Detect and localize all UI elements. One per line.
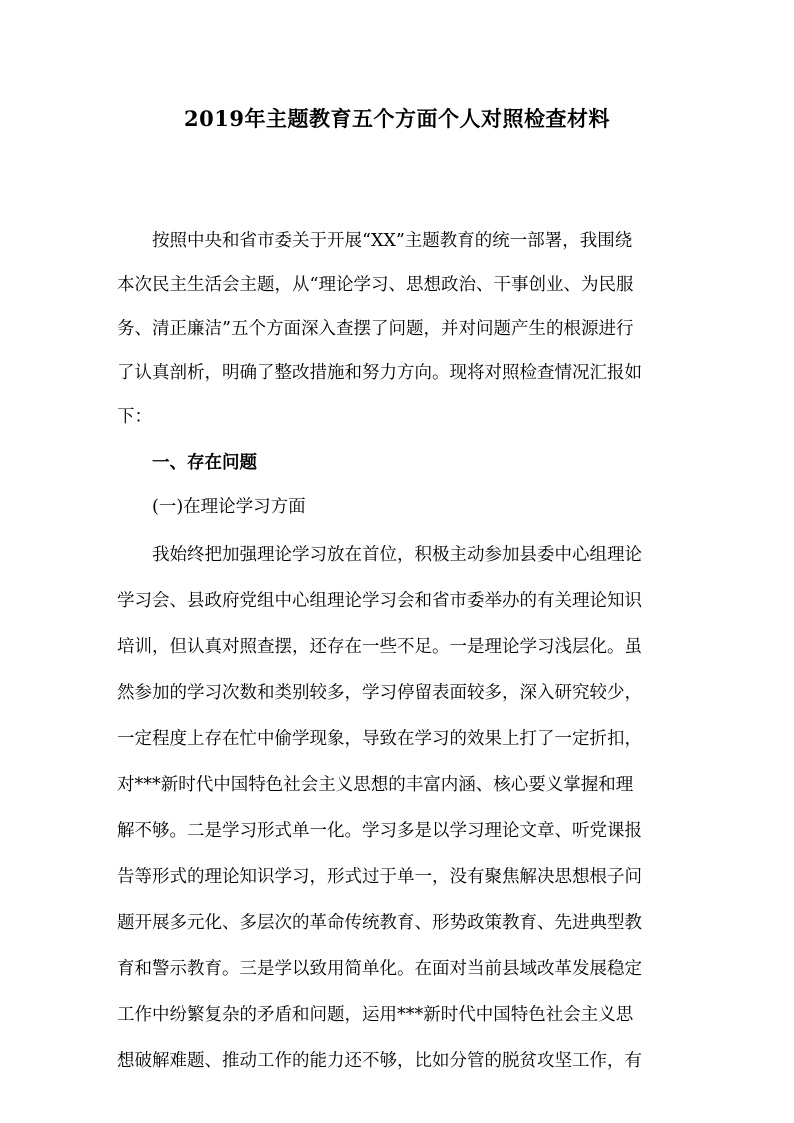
subsection-heading: (一)在理论学习方面 — [152, 497, 306, 517]
body-line-6: 对***新时代中国特色社会主义思想的丰富内涵、核心要义掌握和理 — [117, 775, 634, 795]
body-line-12: 想破解难题、推动工作的能力还不够，比如分管的脱贫攻坚工作，有 — [117, 1051, 642, 1071]
body-line-4: 然参加的学习次数和类别较多，学习停留表面较多，深入研究较少， — [117, 683, 642, 703]
intro-line-1: 按照中央和省市委关于开展“XX”主题教育的统一部署，我围绕 — [152, 231, 633, 251]
body-line-3: 培训，但认真对照查摆，还存在一些不足。一是理论学习浅层化。虽 — [117, 637, 642, 657]
body-line-11: 工作中纷繁复杂的矛盾和问题，运用***新时代中国特色社会主义思 — [117, 1005, 634, 1025]
document-title: 2019年主题教育五个方面个人对照检查材料 — [184, 106, 610, 131]
body-line-5: 一定程度上存在忙中偷学现象，导致在学习的效果上打了一定折扣， — [117, 729, 642, 749]
intro-line-3: 务、清正廉洁”五个方面深入查摆了问题，并对问题产生的根源进行 — [117, 319, 634, 339]
body-line-2: 学习会、县政府党组中心组理论学习会和省市委举办的有关理论知识 — [117, 591, 642, 611]
intro-line-4: 了认真剖析，明确了整改措施和努力方向。现将对照检查情况汇报如 — [117, 363, 642, 383]
intro-line-5: 下： — [117, 407, 152, 427]
intro-line-2: 本次民主生活会主题，从“理论学习、思想政治、干事创业、为民服 — [117, 275, 634, 295]
body-line-9: 题开展多元化、多层次的革命传统教育、形势政策教育、先进典型教 — [117, 913, 642, 933]
body-line-8: 告等形式的理论知识学习，形式过于单一，没有聚焦解决思想根子问 — [117, 867, 642, 887]
body-line-7: 解不够。二是学习形式单一化。学习多是以学习理论文章、听党课报 — [117, 821, 642, 841]
body-line-10: 育和警示教育。三是学以致用简单化。在面对当前县域改革发展稳定 — [117, 959, 642, 979]
body-line-1: 我始终把加强理论学习放在首位，积极主动参加县委中心组理论 — [152, 545, 642, 565]
section-heading: 一、存在问题 — [152, 453, 257, 473]
